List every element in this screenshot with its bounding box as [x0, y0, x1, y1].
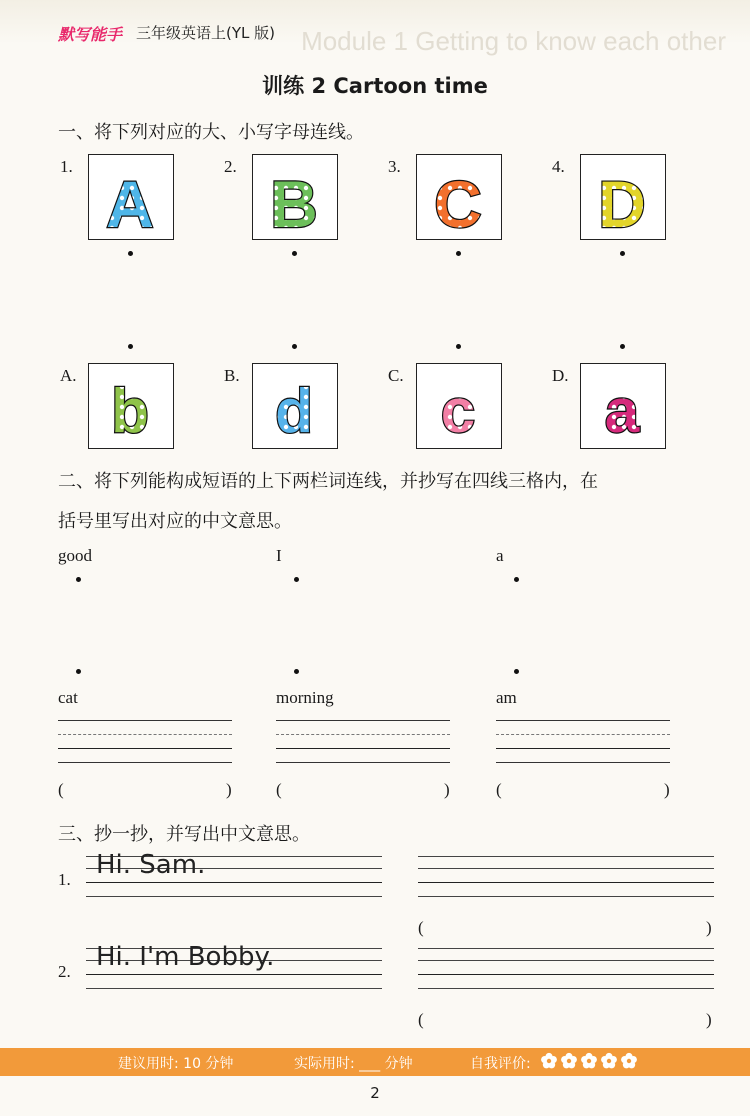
lowercase-letter-match-dot[interactable]	[456, 344, 461, 349]
sentence-grid	[86, 850, 382, 900]
series-name: 默写能手	[58, 25, 123, 44]
lowercase-letter-number: C.	[388, 366, 404, 385]
uppercase-letter-box	[416, 154, 502, 240]
uppercase-letter-match-dot[interactable]	[128, 251, 133, 256]
four-line-grid[interactable]	[58, 720, 232, 764]
paren-close: )	[706, 1010, 712, 1029]
svg-text:C: C	[434, 167, 482, 229]
section3-heading: 三、抄一抄，并写出中文意思。	[58, 824, 310, 845]
uppercase-letter-number: 2.	[224, 157, 237, 176]
lowercase-letter-match-dot[interactable]	[620, 344, 625, 349]
letter-d-glyph	[261, 372, 327, 442]
self-eval-label: 自我评价:	[470, 1056, 531, 1072]
uppercase-letter-box	[252, 154, 338, 240]
letter-A-glyph	[97, 163, 163, 233]
letter-b-glyph	[97, 372, 163, 442]
svg-text:A: A	[106, 167, 154, 229]
lowercase-letter-box	[580, 363, 666, 449]
rating-flower-icon[interactable]	[540, 1052, 558, 1070]
paren-close: )	[706, 918, 712, 937]
actual-time: 实际用时: ___ 分钟	[294, 1056, 413, 1072]
uppercase-letter-box	[88, 154, 174, 240]
bottom-word-dot[interactable]	[76, 669, 81, 674]
lowercase-letter-match-dot[interactable]	[128, 344, 133, 349]
handwritten-sentence: Hi. I'm Bobby.	[96, 942, 275, 972]
paren-open: (	[418, 1010, 424, 1029]
rating-flower-icon[interactable]	[600, 1052, 618, 1070]
letter-B-glyph	[261, 163, 327, 233]
svg-text:a: a	[604, 377, 640, 438]
letter-c-glyph	[425, 372, 491, 442]
bottom-word-dot[interactable]	[294, 669, 299, 674]
paren-close: )	[444, 780, 450, 799]
top-word: a	[496, 546, 504, 565]
section2-heading-line2: 括号里写出对应的中文意思。	[58, 511, 292, 532]
lowercase-letter-box	[252, 363, 338, 449]
svg-text:D: D	[598, 167, 646, 229]
lowercase-letter-number: D.	[552, 366, 569, 385]
top-word-dot[interactable]	[514, 577, 519, 582]
svg-text:b: b	[111, 377, 149, 438]
page-title: 训练 2 Cartoon time	[262, 74, 488, 98]
uppercase-letter-number: 1.	[60, 157, 73, 176]
meaning-answer-field[interactable]	[508, 778, 658, 802]
grade-label: 三年级英语上(YL 版)	[136, 24, 275, 42]
svg-text:c: c	[440, 377, 476, 438]
sentence-number: 2.	[58, 962, 71, 981]
top-word: I	[276, 546, 282, 565]
meaning-answer-field[interactable]	[432, 916, 692, 940]
paren-open: (	[496, 780, 502, 799]
lowercase-letter-number: A.	[60, 366, 77, 385]
section1-heading: 一、将下列对应的大、小写字母连线。	[58, 122, 364, 143]
page-number: 2	[370, 1084, 380, 1102]
meaning-answer-field[interactable]	[70, 778, 220, 802]
meaning-answer-field[interactable]	[288, 778, 438, 802]
sentence-number: 1.	[58, 870, 71, 889]
uppercase-letter-match-dot[interactable]	[620, 251, 625, 256]
rating-flower-icon[interactable]	[580, 1052, 598, 1070]
top-word-dot[interactable]	[76, 577, 81, 582]
letter-C-glyph	[425, 163, 491, 233]
bottom-word: morning	[276, 688, 334, 707]
top-word: good	[58, 546, 92, 565]
letter-D-glyph	[589, 163, 655, 233]
uppercase-letter-box	[580, 154, 666, 240]
copy-grid[interactable]	[418, 856, 714, 900]
uppercase-letter-number: 4.	[552, 157, 565, 176]
lowercase-letter-box	[416, 363, 502, 449]
four-line-grid[interactable]	[496, 720, 670, 764]
svg-text:B: B	[270, 167, 318, 229]
lowercase-letter-number: B.	[224, 366, 240, 385]
letter-a-glyph	[589, 372, 655, 442]
rating-flower-icon[interactable]	[620, 1052, 638, 1070]
paren-open: (	[418, 918, 424, 937]
lowercase-letter-match-dot[interactable]	[292, 344, 297, 349]
sentence-grid	[86, 942, 382, 992]
handwritten-sentence: Hi. Sam.	[96, 850, 206, 880]
bottom-word: am	[496, 688, 517, 707]
uppercase-letter-number: 3.	[388, 157, 401, 176]
four-line-grid[interactable]	[276, 720, 450, 764]
suggested-time: 建议用时: 10 分钟	[118, 1056, 234, 1072]
paren-open: (	[276, 780, 282, 799]
lowercase-letter-box	[88, 363, 174, 449]
uppercase-letter-match-dot[interactable]	[292, 251, 297, 256]
copy-grid[interactable]	[418, 948, 714, 992]
bottom-word-dot[interactable]	[514, 669, 519, 674]
uppercase-letter-match-dot[interactable]	[456, 251, 461, 256]
meaning-answer-field[interactable]	[432, 1008, 692, 1032]
paren-open: (	[58, 780, 64, 799]
paren-close: )	[226, 780, 232, 799]
paren-close: )	[664, 780, 670, 799]
bottom-word: cat	[58, 688, 78, 707]
rating-flower-icon[interactable]	[560, 1052, 578, 1070]
section2-heading-line1: 二、将下列能构成短语的上下两栏词连线，并抄写在四线三格内，在	[58, 471, 598, 492]
ghost-module-title: Module 1 Getting to know each other	[301, 26, 726, 56]
svg-text:d: d	[275, 377, 313, 438]
top-word-dot[interactable]	[294, 577, 299, 582]
